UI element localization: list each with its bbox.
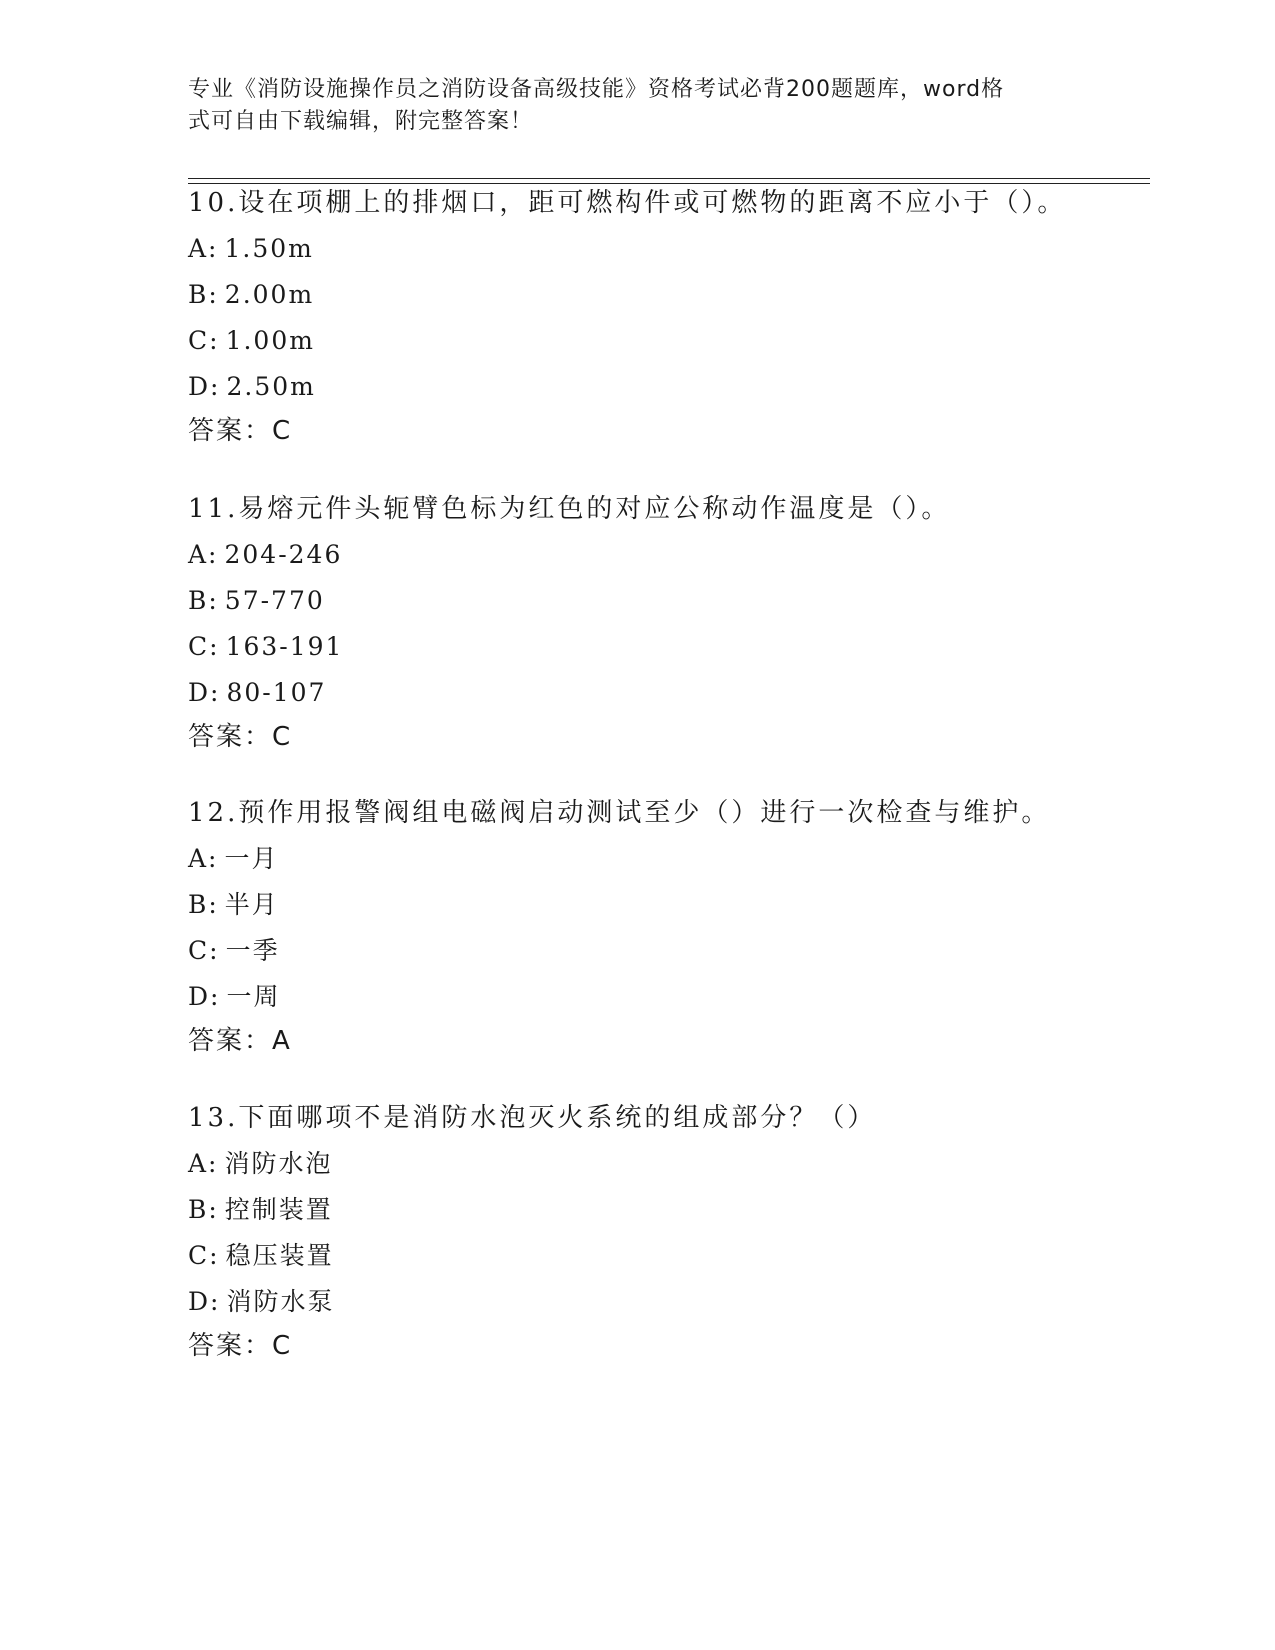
question-stem: 12.预作用报警阀组电磁阀启动测试至少（）进行一次检查与维护。 (188, 798, 1051, 828)
option-letter: B: (188, 890, 219, 919)
option-c (188, 934, 1148, 968)
option-text: 稳压装置 (225, 1241, 334, 1270)
question-block (188, 492, 1148, 754)
option-text: 1.00m (225, 326, 315, 355)
option-text: 一周 (226, 982, 281, 1011)
option-letter: D: (188, 1287, 221, 1316)
option-text: 80-107 (226, 678, 327, 707)
option-letter: D: (188, 982, 221, 1011)
option-text: 控制装置 (224, 1195, 333, 1224)
option-text: 2.00m (224, 280, 315, 309)
option-d (188, 370, 1148, 404)
option-d (188, 980, 1148, 1014)
document-header (188, 74, 1068, 138)
option-text: 2.50m (226, 372, 316, 401)
option-b (188, 278, 1148, 312)
option-letter: C: (188, 632, 220, 661)
option-c (188, 630, 1148, 664)
option-b (188, 1193, 1148, 1227)
answer-value: C (272, 722, 293, 752)
option-text: 204-246 (224, 540, 343, 569)
option-b (188, 888, 1148, 922)
option-letter: C: (188, 936, 220, 965)
answer-label: 答案： (188, 722, 273, 752)
header-line-1: 专业《消防设施操作员之消防设备高级技能》资格考试必背200题题库，word格 (188, 77, 1005, 102)
option-b (188, 584, 1148, 618)
option-text: 1.50m (224, 234, 314, 263)
option-text: 163-191 (225, 632, 344, 661)
answer-line (188, 1024, 1148, 1058)
header-divider-bottom (188, 183, 1150, 184)
option-text: 一季 (225, 936, 280, 965)
option-letter: B: (188, 586, 219, 615)
answer-line (188, 1329, 1148, 1363)
question-block (188, 1101, 1148, 1363)
option-a (188, 538, 1148, 572)
option-letter: B: (188, 1195, 219, 1224)
option-text: 57-770 (224, 586, 325, 615)
question-block (188, 186, 1148, 448)
option-letter: C: (188, 1241, 220, 1270)
header-line-2: 式可自由下载编辑，附完整答案！ (188, 109, 534, 134)
answer-line (188, 414, 1148, 448)
answer-label: 答案： (188, 1331, 273, 1361)
option-letter: A: (188, 540, 219, 569)
question-stem: 11.易熔元件头轭臂色标为红色的对应公称动作温度是（）。 (188, 494, 951, 524)
answer-value: A (272, 1026, 292, 1056)
option-a (188, 842, 1148, 876)
option-text: 半月 (224, 890, 279, 919)
answer-label: 答案： (188, 416, 273, 446)
option-c (188, 324, 1148, 358)
option-letter: A: (188, 1149, 219, 1178)
header-divider-top (188, 178, 1150, 179)
option-a (188, 1147, 1148, 1181)
answer-label: 答案： (188, 1026, 273, 1056)
answer-line (188, 720, 1148, 754)
option-c (188, 1239, 1148, 1273)
option-letter: A: (188, 234, 219, 263)
option-d (188, 1285, 1148, 1319)
option-d (188, 676, 1148, 710)
option-letter: D: (188, 678, 221, 707)
question-stem: 10.设在项棚上的排烟口，距可燃构件或可燃物的距离不应小于（）。 (188, 188, 1067, 218)
option-a (188, 232, 1148, 266)
option-letter: B: (188, 280, 219, 309)
question-block (188, 796, 1148, 1058)
question-stem: 13.下面哪项不是消防水泡灭火系统的组成部分？（） (188, 1103, 877, 1133)
option-text: 一月 (224, 844, 279, 873)
answer-value: C (272, 416, 293, 446)
option-letter: A: (188, 844, 219, 873)
answer-value: C (272, 1331, 293, 1361)
option-letter: C: (188, 326, 220, 355)
option-text: 消防水泵 (226, 1287, 335, 1316)
option-text: 消防水泡 (224, 1149, 333, 1178)
option-letter: D: (188, 372, 221, 401)
